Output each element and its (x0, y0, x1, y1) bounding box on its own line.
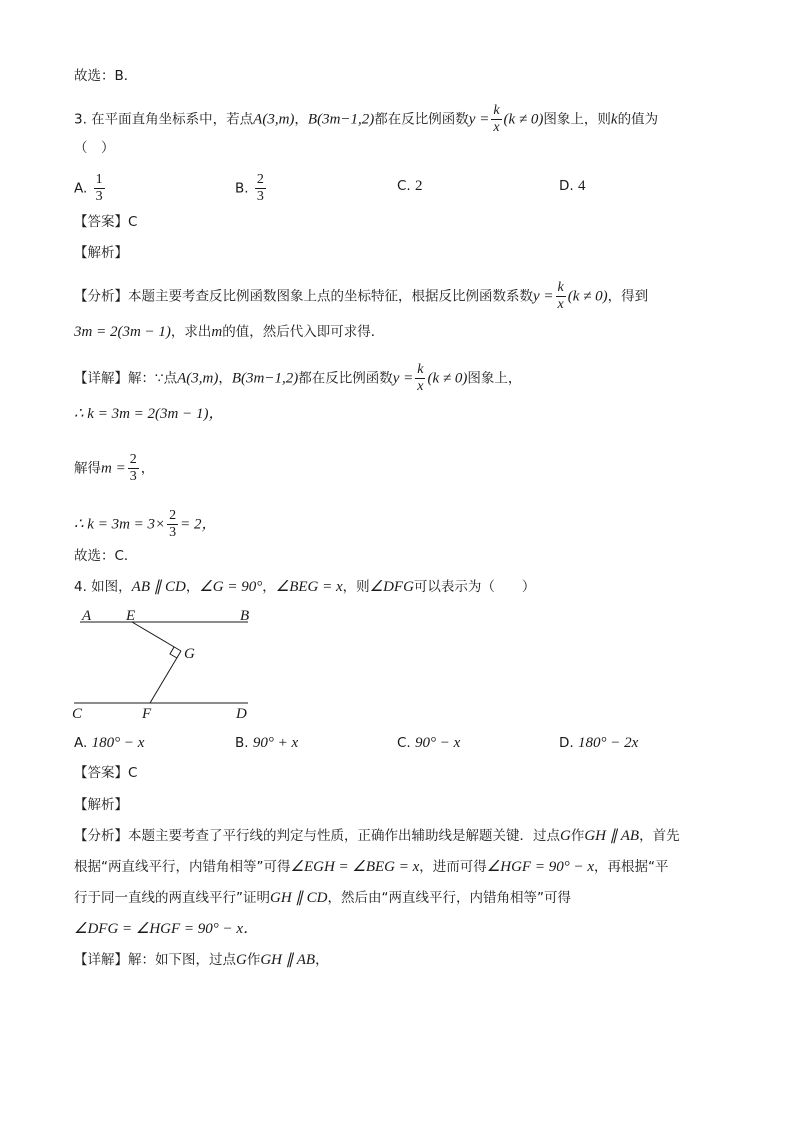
option-text: 90° + x (252, 735, 299, 751)
q4-fenxi-line1-a: 【分析】本题主要考查了平行线的判定与性质，正确作出辅助线是解题关键．过点 (74, 828, 560, 844)
q3-fenxi-eq: 3m = 2(3m − 1) (74, 324, 171, 340)
q3-fenxi-line2 (74, 322, 384, 342)
q4-detail-a: 【详解】解：如下图，过点 (74, 952, 236, 968)
q3-var-k: k (610, 111, 618, 128)
q4-fenxi-line3-eq: GH ∥ CD (270, 890, 328, 906)
label-d: D (236, 706, 247, 722)
frac-num: 2 (129, 452, 137, 467)
q3-step3-a: ∴ k = 3m = 3× (74, 516, 166, 533)
q3-paren: （ ） (74, 140, 115, 156)
q3-answer: 【答案】C (74, 214, 138, 230)
q4-stem-c: 可以表示为（ ） (413, 579, 536, 595)
q4-option-a (74, 733, 144, 753)
frac-den: x (557, 297, 564, 312)
q4-fenxi-eq1: ∠EGH = ∠BEG = x (290, 859, 420, 875)
q4-stem-sep1: ， (185, 579, 200, 595)
q3-fenxi-d: 的值，然后代入即可求得． (222, 324, 385, 340)
q3-detail-b: 都在反比例函数 (298, 370, 393, 387)
q4-fenxi-line2-c: ，再根据“平 (593, 859, 669, 875)
q4-answer: 【答案】C (74, 765, 138, 781)
q3-detail-cond: (k ≠ 0) (427, 370, 468, 387)
q4-option-b (235, 733, 298, 753)
q4-fenxi-eq2: ∠HGF = 90° − x (486, 859, 594, 875)
frac-num: 1 (95, 172, 103, 187)
option-label: B. (235, 735, 249, 751)
q4-stem-ab: AB ∥ CD (131, 579, 186, 595)
q3-detail-point-b: B(3m−1,2) (231, 370, 299, 387)
q4-detail-g: G (236, 952, 247, 968)
q3-fenxi-frac (556, 280, 566, 313)
option-label: A. (74, 180, 88, 197)
option-text: 2 (415, 178, 423, 194)
q4-detail-gh: GH ∥ AB (260, 952, 316, 968)
frac-den: 3 (256, 189, 264, 204)
q4-fenxi-line3-b: ，然后由“两直线平行，内错角相等”可得 (327, 890, 572, 906)
q4-stem-dfg: ∠DFG (369, 579, 414, 595)
prev-answer: 故选：B． (74, 68, 138, 84)
q3-option-d (559, 176, 585, 196)
segment-eg (132, 622, 181, 651)
q4-fenxi-line1-b: 作 (570, 828, 585, 844)
option-frac (255, 172, 266, 205)
q3-analysis-heading: 【解析】 (74, 245, 128, 261)
q3-func-cond: (k ≠ 0) (503, 111, 544, 128)
q3-conclusion: 故选：C． (74, 548, 138, 564)
q4-stem-sep2: ， (262, 579, 276, 595)
q3-fenxi-m: m (211, 324, 223, 340)
q3-detail-point-a: A(3,m) (177, 370, 219, 387)
frac-num: k (493, 103, 500, 118)
label-g: G (184, 646, 195, 662)
q3-step2-a: 解得 (74, 460, 101, 477)
q4-stem (74, 577, 535, 597)
q4-fenxi-line1-c: ，首先 (639, 828, 680, 844)
frac-den: 3 (95, 189, 103, 204)
segment-gf (150, 651, 181, 703)
option-text: 180° − 2x (577, 735, 639, 751)
q3-stem-d: 的值为 (617, 111, 659, 128)
q4-fenxi-g: G (560, 828, 571, 844)
q3-step3 (74, 508, 217, 541)
q3-step3-b: = 2， (180, 516, 217, 533)
q4-detail-c: ， (315, 952, 329, 968)
q3-point-a: A(3,m) (253, 111, 295, 128)
q3-step2-c: ， (140, 460, 155, 477)
q3-stem: 3. 在平面直角坐标系中，若点A(3,m)，B(3m−1,2)都在反比例函数y = $\frac{k}{x}$ (k ≠ 0)图象上，则k的值为 (74, 103, 659, 135)
q3-fenxi-b: ，得到 (607, 288, 649, 305)
q3-stem-c: 图象上，则 (543, 111, 611, 128)
q3-stem-b: 都在反比例函数 (374, 111, 469, 128)
option-label: A. (74, 735, 88, 751)
q3-detail-c: 图象上， (467, 370, 522, 387)
q4-stem-beg: ∠BEG = x (275, 579, 343, 595)
q4-detail (74, 950, 329, 970)
option-frac (94, 172, 105, 205)
q3-fenxi-c: ，求出 (170, 324, 212, 340)
q3-detail-frac (415, 362, 425, 395)
q3-step2-b: m = (101, 460, 126, 477)
q3-step2 (74, 452, 154, 485)
q3-step3-frac (167, 508, 178, 541)
frac-den: x (417, 379, 424, 394)
right-angle-mark (170, 647, 177, 658)
q4-fenxi-gh: GH ∥ AB (584, 828, 640, 844)
q3-step1: ∴ k = 3m = 2(3m − 1)， (74, 406, 224, 422)
q3-option-a (74, 172, 107, 205)
q4-fenxi-line1 (74, 826, 680, 846)
q3-detail-sep: ， (218, 370, 232, 387)
parallel-lines-figure (68, 604, 268, 724)
q3-fenxi-y: y = (533, 288, 554, 305)
frac-den: 3 (129, 469, 137, 484)
q4-detail-b: 作 (246, 952, 261, 968)
q4-fenxi-line2-b: ，进而可得 (419, 859, 487, 875)
option-label: C. (397, 735, 411, 751)
q3-detail (74, 362, 521, 395)
q4-fenxi-line2 (74, 857, 668, 877)
q3-stem-a: 3. 在平面直角坐标系中，若点 (74, 111, 254, 128)
option-label: D. (559, 735, 574, 751)
label-a: A (82, 608, 92, 624)
q4-stem-b: ，则 (342, 579, 370, 595)
option-label: D. (559, 178, 574, 194)
q3-func-frac (491, 103, 501, 136)
frac-num: k (417, 362, 424, 377)
frac-den: 3 (169, 525, 177, 540)
option-text: 90° − x (415, 735, 461, 751)
label-e: E (126, 608, 136, 624)
q3-point-b: B(3m−1,2) (307, 111, 375, 128)
q4-fenxi-line2-a: 根据“两直线平行，内错角相等”可得 (74, 859, 291, 875)
q3-func-y: y = (468, 111, 490, 128)
q4-fenxi-line3 (74, 888, 571, 908)
option-text: 4 (577, 178, 586, 194)
label-b: B (240, 608, 250, 624)
frac-den: x (493, 120, 500, 135)
q3-detail-a: 【详解】解：∵点 (74, 370, 178, 387)
label-c: C (72, 706, 83, 722)
option-label: C. (397, 178, 411, 194)
option-text: 180° − x (91, 735, 145, 751)
q3-fenxi-a: 【分析】本题主要考查反比例函数图象上点的坐标特征，根据反比例函数系数 (74, 288, 533, 305)
frac-num: 2 (256, 172, 264, 187)
q4-stem-a: 4. 如图， (74, 579, 132, 595)
q4-fenxi-line4: ∠DFG = ∠HGF = 90° − x． (74, 921, 259, 937)
q3-fenxi-cond: (k ≠ 0) (567, 288, 608, 305)
frac-num: k (557, 280, 564, 295)
q3-step2-frac (128, 452, 139, 485)
q4-fenxi-line3-a: 行于同一直线的两直线平行”证明 (74, 890, 270, 906)
q3-option-b (235, 172, 268, 205)
q3-fenxi (74, 280, 648, 313)
option-label: B. (235, 180, 249, 197)
q3-option-c (397, 176, 423, 196)
q3-detail-y: y = (392, 370, 414, 387)
label-f: F (142, 706, 152, 722)
q4-analysis-heading: 【解析】 (74, 797, 128, 813)
q4-option-d (559, 733, 638, 753)
frac-num: 2 (169, 508, 177, 523)
q4-stem-g: ∠G = 90° (199, 579, 263, 595)
q4-option-c (397, 733, 460, 753)
